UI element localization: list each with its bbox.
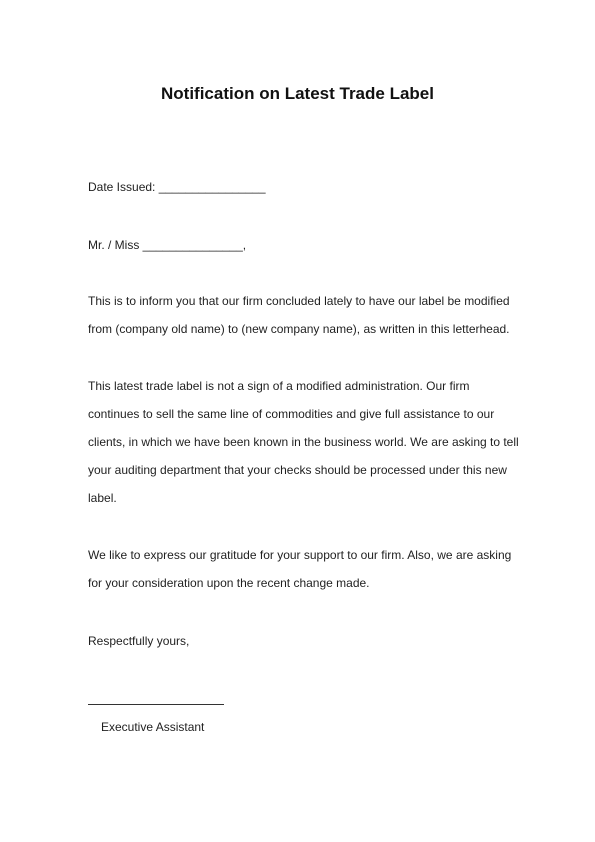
paragraph-line: This is to inform you that our firm concluded lately to have our label be modified [88,294,510,308]
paragraph-gratitude [88,541,528,597]
paragraph-details [88,372,528,512]
document-title: Notification on Latest Trade Label [161,84,434,103]
paragraph-line: clients, in which we have been known in the business world. We are asking to tell [88,435,519,449]
paragraph-line: your auditing department that your checks should be processed under this new [88,463,507,477]
paragraph-line: from (company old name) to (new company name), as written in this letterhead. [88,322,510,336]
closing-line: Respectfully yours, [88,634,190,648]
date-issued-field: Date Issued: ________________ [88,180,266,194]
paragraph-line: for your consideration upon the recent change made. [88,576,370,590]
signature-title: Executive Assistant [101,720,205,734]
paragraph-line: This latest trade label is not a sign of a modified administration. Our firm [88,379,470,393]
paragraph-intro [88,287,528,343]
salutation-line: Mr. / Miss _______________, [88,238,247,252]
paragraph-line: We like to express our gratitude for your support to our firm. Also, we are asking [88,548,512,562]
signature-line [88,704,224,705]
paragraph-line: label. [88,491,117,505]
paragraph-line: continues to sell the same line of commodities and give full assistance to our [88,407,495,421]
